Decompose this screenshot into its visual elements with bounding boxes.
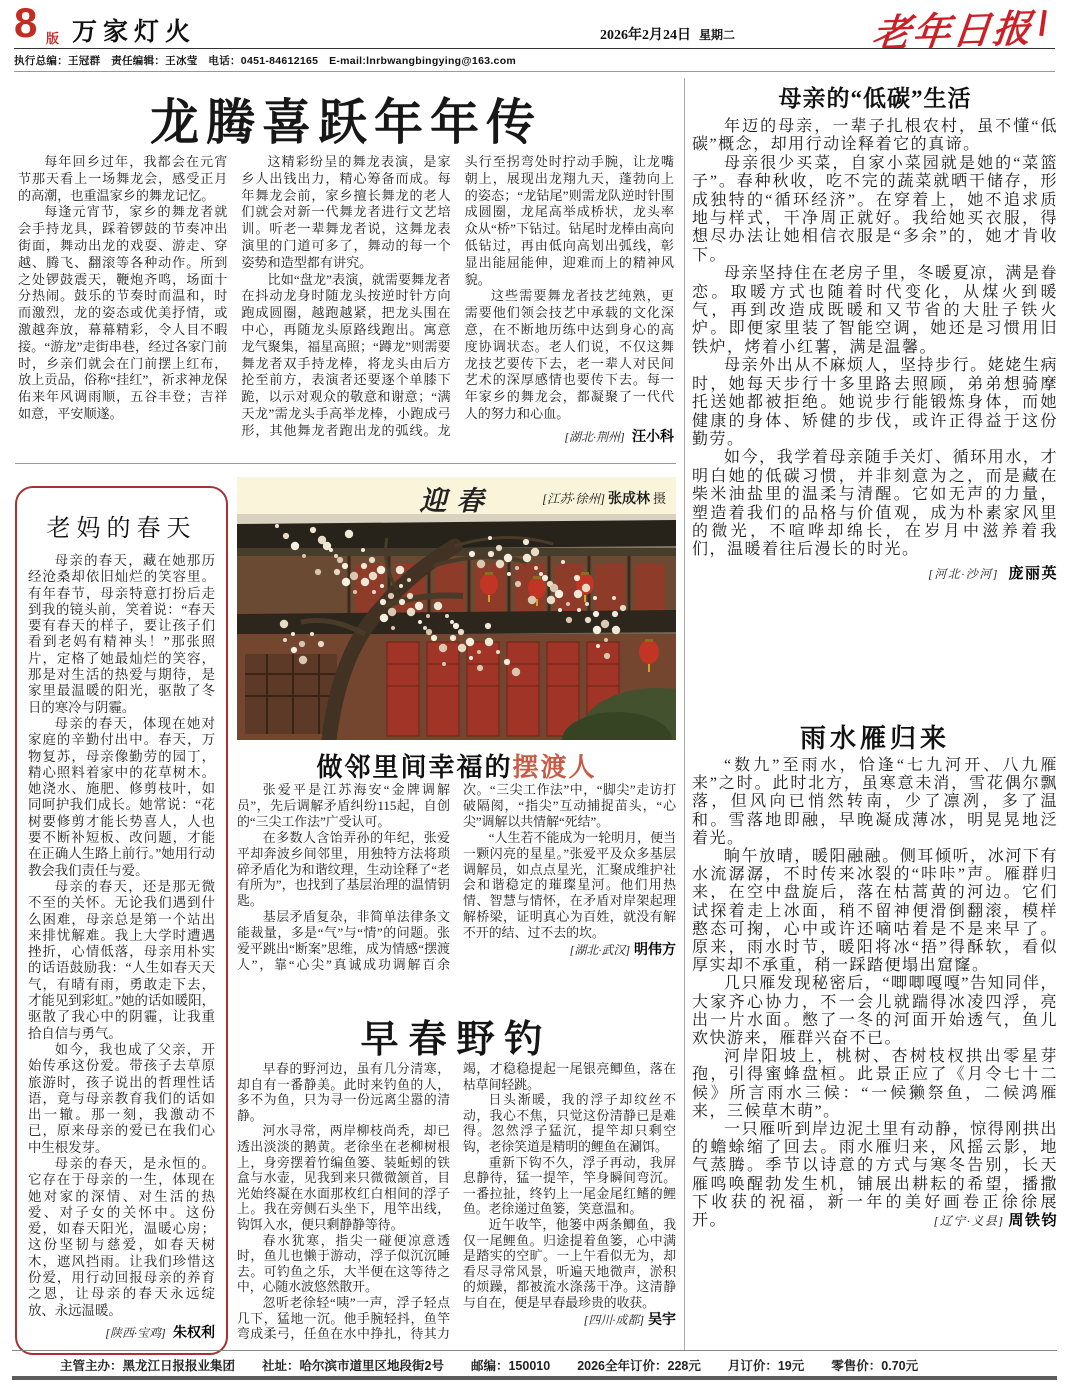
paragraph: 每年回乡过年，我都会在元宵节那天看上一场舞龙会，感受正月的高潮，也重温家乡的舞龙记忆。 bbox=[18, 154, 228, 203]
byline bbox=[544, 942, 676, 959]
byline-place: [陕西·宝鸡] bbox=[105, 1325, 166, 1340]
article-dragon-body bbox=[18, 154, 674, 460]
paragraph: 张爱平是江苏海安“金牌调解员”，先后调解矛盾纠纷115起，自创的“三尖工作法”广受认可。 bbox=[237, 783, 450, 829]
byline bbox=[692, 565, 1058, 583]
paragraph-text: 一只雁听到岸边泥土里有动静，惊得刚拱出的蟾蜍缩了回去。雨水雁归来，风摇云影，地气蒸腾。季节以诗意的方式与寒冬告别，长天雁鸣唤醒勃发生机，铺展出耕耘的希望，播撒下收获的祝福，新一年的美好画卷正徐徐展开。 bbox=[692, 1121, 1058, 1230]
article-low-carbon-body bbox=[692, 118, 1058, 583]
paragraph: 如今，我学着母亲随手关灯、循环用水，才明白她的低碳习惯，并非刻意为之，而是藏在柴米油盐里的温柔与清醒。它如无声的力量，塑造着我们的品格与价值观，成为朴素家风里的微光，不喧哗却绵长，在岁月中滋养着我们，温暖着往后漫长的时光。 bbox=[692, 449, 1058, 559]
byline-place: [辽宁·义县] bbox=[933, 1214, 1005, 1229]
paragraph: 基层矛盾复杂，非简单法律条文能裁量，多是“气”与“情”的问题。张爱平跳出“断案”思维，成为情感“摆渡人”，靠“心尖”真诚成功调解百余次。“三尖工作法”中，“脚尖”走访打破隔阂，“指尖”互动捕捉苗头，“心尖”调解以共情解“死结”。 bbox=[237, 783, 676, 972]
byline-author: 明伟方 bbox=[634, 941, 676, 958]
byline bbox=[465, 428, 674, 446]
paragraph: “数九”至雨水，恰逢“七九河开、八九雁来”之时。此时北方，虽寒意未消，雪花偶尔飘落，但风向已悄然转南，少了凛冽，多了温和。雪落地即融，早晚凝成薄冰，明晃晃地泛着光。 bbox=[692, 757, 1058, 847]
paragraph: 河岸阳坡上，桃树、杏树枝杈拱出零星芽孢，引得蜜蜂盘桓。此景正应了《月令七十二候》所言雨水三候：“一候獭祭鱼，二候鸿雁来，三候草木萌”。 bbox=[692, 1048, 1058, 1120]
paragraph: 年迈的母亲，一辈子扎根农村，虽不懂“低碳”概念，却用行动诠释着它的真谛。 bbox=[692, 118, 1058, 154]
ferry-title-red: 摆渡人 bbox=[512, 752, 597, 782]
paragraph: 早春的野河边，虽有几分清寒，却自有一番静美。此时来钓鱼的人，多不为鱼，只为寻一份远离尘嚣的清静。 bbox=[237, 1062, 450, 1123]
page-number: 8 bbox=[14, 0, 38, 46]
photo-credit-place: [江苏·徐州] bbox=[542, 492, 605, 506]
footer-item: 2026全年订价：228元 bbox=[577, 1359, 701, 1373]
paragraph: 忽听老徐轻“咦”一声，浮子轻点几下，猛地一沉。他手腕轻抖，鱼竿弯成柔弓，任鱼在水中挣扎，待其力竭，才稳稳提起一尾银亮鲫鱼，落在枯草间轻跳。 bbox=[237, 1062, 676, 1342]
byline-place: [四川·成都] bbox=[583, 1312, 644, 1327]
footer-item: 主管主办：黑龙江日报报业集团 bbox=[60, 1359, 236, 1373]
plum-blossom-photo bbox=[237, 514, 676, 740]
byline-place: [河北·沙河] bbox=[928, 566, 999, 581]
paragraph: 如今，我也成了父亲，开始传承这份爱。带孩子去草原旅游时，孩子说出的哲理性话语，竟与母亲教育我们的话如出一辙。那一刻，我激动不已，原来母亲的爱已在我们心中生根发芽。 bbox=[28, 1041, 215, 1155]
paragraph: 比如“盘龙”表演，就需要舞龙者在抖动龙身时随龙头按逆时针方向跑成圆圈，越跑越紧，把龙头围在中心，再随龙头原路线跑出。寓意龙气聚集，福星高照；“蹲龙”则需要舞龙者双手持龙棒，将龙头由后方抡至前方，表演者还要逐个单膝下跪，以示对观众的敬意和谢意；“满天龙”需龙头手高举龙棒，小跑成弓形，其他舞龙者跑出龙的弧线。龙头行至拐弯处时拧动手腕，让龙嘴朝上，展现出龙翔九天，蓬勃向上的姿态；“龙钻尾”则需龙队逆时针围成圆圈，龙尾高举成桥状，龙头率众从“桥”下钻过。钻尾时龙棒由高向低钻过，再由低向高划出弧线，彰显出能屈能伸，迎难而上的精神风貌。 bbox=[241, 154, 674, 438]
footer-item: 零售价：0.70元 bbox=[831, 1359, 919, 1373]
byline-place: [湖北·荆州] bbox=[564, 429, 625, 444]
paragraph bbox=[692, 1121, 1058, 1230]
paragraph: 晌午放晴，暖阳融融。侧耳倾听，冰河下有水流潺潺，不时传来冰裂的“咔咔”声。雁群归来，在空中盘旋后，落在枯蒿黄的河边。它们试探着走上冰面，稍不留神便滑倒翻滚，模样憨态可掬，心中或许还嘀咕着是不是来早了。原来，雨水时节，暖阳将冰“捂”得酥软，看似厚实却不承重，稍一踩踏便塌出窟窿。 bbox=[692, 848, 1058, 975]
paragraph: 母亲很少买菜，自家小菜园就是她的“菜篮子”。春种秋收，吃不完的蔬菜就晒干储存，形成独特的“循环经济”。在穿着上，她不追求质地与样式，干净周正就好。我给她买衣服，得想尽办法让她相信衣服是“多余”的，她才肯收下。 bbox=[692, 154, 1058, 264]
paragraph: 重新下钩不久，浮子再动，我屏息静待，猛一提竿，竿身瞬间弯沉。一番拉扯，终钓上一尾金尾红鳍的鲤鱼。老徐递过鱼篓，笑意温和。 bbox=[463, 1155, 676, 1217]
byline-author: 庞丽英 bbox=[1008, 564, 1058, 582]
page-header bbox=[14, 0, 1055, 56]
byline bbox=[902, 1212, 1058, 1230]
article-mom-spring-body bbox=[28, 553, 215, 1341]
article-wild-geese-title: 雨水雁归来 bbox=[799, 724, 950, 753]
paragraph: 日头渐暖，我的浮子却纹丝不动，我心不焦，只觉这份清静已是难得。忽然浮子猛沉，提竿却只剩空钩，老徐笑道是精明的鲤鱼在涮饵。 bbox=[463, 1093, 676, 1154]
paragraph: 几只雁发现秘密后，“唧唧嘎嘎”告知同伴，大家齐心协力，不一会儿就踹得冰凌四浮，亮出一片水面。憋了一冬的河面开始透气，鱼儿欢快游来，雁群兴奋不已。 bbox=[692, 975, 1058, 1048]
article-ferry-title bbox=[237, 747, 676, 784]
photo-block bbox=[237, 477, 676, 740]
paper-date: 2026年2月24日 bbox=[599, 28, 691, 43]
staff-line: 执行总编：王冠群 责任编辑：王冰莹 电话：0451-84612165 E-mail:lnrbwangbingying@163.com bbox=[14, 55, 517, 67]
byline-author: 周铁钧 bbox=[1008, 1212, 1058, 1230]
article-low-carbon-title: 母亲的“低碳”生活 bbox=[778, 86, 972, 111]
photo-credit-author: 张成林 bbox=[607, 490, 650, 506]
photo-caption-title: 迎春 bbox=[419, 486, 494, 516]
article-fishing-title: 早春野钓 bbox=[360, 1019, 553, 1061]
byline bbox=[28, 1324, 215, 1341]
byline-place: [湖北·武汉] bbox=[569, 943, 630, 958]
footer-item: 邮编：150010 bbox=[470, 1359, 551, 1373]
article-mom-spring-box bbox=[15, 486, 228, 1355]
paragraph: 在多数人含饴弄孙的年纪，张爱平却奔波乡间邻里，用独特方法将琐碎矛盾化为和谐纹理，生动诠释了“老有所为”，也找到了基层治理的温情钥匙。 bbox=[237, 830, 450, 909]
footer-rule-thick bbox=[12, 1376, 1057, 1380]
paper-masthead: 老年日报 bbox=[869, 8, 1036, 56]
section-name: 万家灯火 bbox=[72, 18, 197, 46]
paragraph: 春水犹寒，指尖一碰便凉意透时，鱼儿也懒于游动，浮子似沉沉睡去。可钓鱼之乐，大半便在这等待之中，心随水波悠然散开。 bbox=[237, 1233, 450, 1295]
paragraph: 母亲坚持住在老房子里，冬暖夏凉，满是眷恋。取暖方式也随着时代变化，从煤火到暖气，再到改造成既暖和又节省的大肚子铁火炉。即便家里装了智能空调，她还是习惯用旧铁炉，烤着小红薯，满是温馨。 bbox=[692, 265, 1058, 356]
header-rule bbox=[14, 48, 1055, 49]
footer-item: 社址：哈尔滨市道里区地段街2号 bbox=[262, 1359, 444, 1373]
paragraph bbox=[463, 1217, 676, 1327]
paragraph-text: 近午收竿，他篓中两条鲫鱼，我仅一尾鲤鱼。归途提着鱼篓，心中满是踏实的空旷。一上午看似无为，却看尽寻常风景，听遍天地微声，淤积的烦躁，都被流水涤荡干净。这清静与自在，便是早春最珍贵的收获。 bbox=[463, 1217, 676, 1310]
byline-author: 吴宇 bbox=[648, 1310, 676, 1327]
footer-rule-thin bbox=[12, 1350, 1057, 1351]
paragraph: 母亲外出从不麻烦人，坚持步行。姥姥生病时，她每天步行十多里路去照顾，弟弟想骑摩托送她都被拒绝。她说步行能锻炼身体，而她健康的身体、矫健的步伐，或许正得益于这份勤劳。 bbox=[692, 357, 1058, 448]
paragraph: 这些需要舞龙者技艺纯熟，更需要他们领会技艺中承载的文化深意，在不断地历练中达到身心的高度协调状态。老人们说，不仅这舞龙技艺要传下去，老一辈人对民间艺术的深厚感情也要传下去。每一年家乡的舞龙会，都凝聚了一代代人的努力和心血。 bbox=[464, 288, 674, 421]
paragraph: 每逢元宵节，家乡的舞龙者就会手持龙具，踩着锣鼓的节奏冲出街面，舞动出龙的戏耍、游走、穿越、腾飞、翻滚等各种动作。所到之处锣鼓震天，鞭炮齐鸣，场面十分热闹。鼓乐的节奏时而温和，时而激烈，龙的姿态或优美抒情，或激越奔放，幕幕精彩，令人目不暇接。“游龙”走街串巷，经过各家门前时，乡亲们就会在门前摆上红布，放上贡品，俗称“挂红”，祈求神龙保佑来年风调雨顺，五谷丰登；吉祥如意，平安顺遂。 bbox=[18, 204, 228, 421]
page-footer bbox=[60, 1356, 1029, 1374]
paragraph: 母亲的春天，还是那无微不至的关怀。无论我们遇到什么困难，母亲总是第一个站出来排忧解难。我上大学时遭遇挫折，心情低落，母亲用朴实的话语鼓励我：“人生如春天天气，有晴有雨，勇敢走下去，才能见到彩虹。”她的话如暖阳，驱散了我心中的阴霾，让我重拾自信与勇气。 bbox=[28, 878, 215, 1041]
paragraph: 母亲的春天，体现在她对家庭的辛勤付出中。春天，万物复苏，母亲像勤劳的园丁，精心照料着家中的花草树木。她浇水、施肥、修剪枝叶，如同呵护我们成长。她常说：“花树要修剪才能长势喜人，人也要不断补短板、改问题，才能在正确人生路上前行。”她用行动教会我们责任与爱。 bbox=[28, 715, 215, 878]
divider-vertical bbox=[684, 78, 685, 1350]
masthead-brush-stroke bbox=[1039, 10, 1047, 36]
article-wild-geese-body bbox=[692, 757, 1058, 1230]
header-rule-2 bbox=[14, 71, 1055, 72]
divider-horizontal bbox=[15, 463, 676, 464]
paragraph: 河水寻常，两岸柳枝尚秃，却已透出淡淡的鹅黄。老徐坐在老柳树根上，身旁摆着竹编鱼篓、装蚯蚓的铁盒与水壶，见我到来只微微颔首，目光始终凝在水面那枚红白相间的浮子上。我在旁侧石头坐下，甩竿出线，钩饵入水，便只剩静静等待。 bbox=[237, 1124, 450, 1232]
dateline bbox=[600, 24, 735, 44]
photo-credit-suffix: 摄 bbox=[652, 491, 666, 506]
byline-author: 汪小科 bbox=[631, 427, 674, 444]
photo-credit bbox=[542, 488, 666, 508]
page-number-word: 版 bbox=[46, 31, 60, 46]
paragraph-text: “人生若不能成为一轮明月，便当一颗闪亮的星星。”张爱平及众多基层调解员，如点点星光，汇聚成维护社会和谐稳定的璀璨星河。他们用热情、智慧与情怀，在矛盾对岸架起理解桥梁，证明真心为百姓，就没有解不开的结、过不去的坎。 bbox=[463, 830, 676, 941]
paragraph: 这精彩纷呈的舞龙表演，是家乡人出钱出力，精心筹备而成。每年舞龙会前，家乡擅长舞龙的老人们就会对新一代舞龙者进行文艺培训。听老一辈舞龙者说，这舞龙表演里的门道可多了，舞动的每一个姿势和造型都有讲究。 bbox=[241, 154, 451, 270]
article-dragon-title: 龙腾喜跃年年传 bbox=[149, 95, 542, 150]
byline bbox=[558, 1312, 676, 1329]
paragraph: 母亲的春天，是永恒的。它存在于母亲的一生，体现在她对家的深情、对生活的热爱、对子女的关怀中。这份爱，如春天阳光，温暖心房；这份坚韧与慈爱，如春天树木，遮风挡雨。让我们珍惜这份爱，用行动回报母亲的养育之恩，让母亲的春天永远绽放、永远温暖。 bbox=[28, 1155, 215, 1318]
article-fishing-body bbox=[237, 1062, 676, 1356]
paper-weekday: 星期二 bbox=[698, 28, 735, 42]
photo-caption-bar bbox=[237, 477, 676, 514]
footer-item: 月订价：19元 bbox=[727, 1359, 805, 1373]
article-ferry-body bbox=[237, 783, 676, 1005]
ferry-title-black: 做邻里间幸福的 bbox=[316, 752, 513, 782]
byline-author: 朱权利 bbox=[173, 1323, 215, 1340]
article-mom-spring-title: 老妈的春天 bbox=[46, 516, 197, 542]
paragraph: 母亲的春天，藏在她那历经沧桑却依旧灿烂的笑容里。有年春节，母亲特意打扮后走到我的镜头前，笑着说：“春天要有春天的样子，要让孩子们看到老妈有精神头！”那张照片，定格了她最灿烂的笑容，那是对生活的热爱与期待，是家里最温暖的阳光，驱散了冬日的寒冷与阴霾。 bbox=[28, 553, 215, 715]
paragraph bbox=[463, 830, 676, 958]
